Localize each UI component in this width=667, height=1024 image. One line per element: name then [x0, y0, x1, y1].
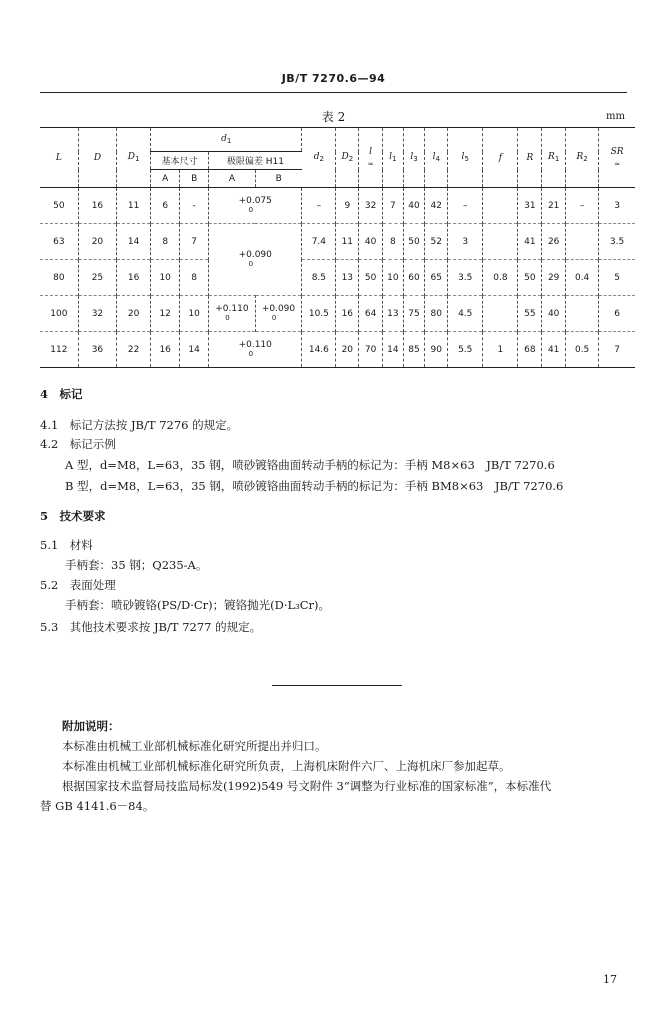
cell: 11 — [336, 224, 359, 260]
cell: 16 — [78, 188, 116, 224]
col-l4: $l_4$ — [425, 128, 448, 188]
notes-line-2: 本标准由机械工业部机械标准化研究所负责，上海机床附件六厂、上海机床厂参加起草。 — [62, 759, 511, 773]
cell: 29 — [542, 260, 566, 296]
clause-5-2-text: 手柄套：喷砂镀铬(PS/D·Cr)；镀铬抛光(D·L₃Cr)。 — [65, 598, 331, 612]
cell: 20 — [336, 332, 359, 368]
cell: 40 — [359, 224, 383, 260]
cell: 16 — [117, 260, 151, 296]
cell: 50 — [40, 188, 78, 224]
cell: 7 — [599, 332, 635, 368]
cell: 7 — [180, 224, 209, 260]
cell — [483, 296, 518, 332]
cell: 60 — [403, 260, 425, 296]
example-type-a: A 型，d=M8，L=63，35 钢，喷砂镀铬曲面转动手柄的标记为：手柄 M8×63 JB/T 7270.6 — [65, 458, 555, 472]
col-l: l $_\approx$ — [359, 128, 383, 188]
cell: 8 — [151, 224, 180, 260]
col-f: f — [483, 128, 518, 188]
cell: 0.5 — [566, 332, 599, 368]
cell: – — [448, 188, 483, 224]
cell: 3 — [614, 200, 620, 211]
notes-line-3: 根据国家技术监督局技监局标发(1992)549 号文附件 3“调整为行业标准的国家标准”，本标准代 — [62, 779, 552, 793]
col-l5: $l_5$ — [448, 128, 483, 188]
cell: 112 — [40, 332, 78, 368]
cell: 3 — [448, 224, 483, 260]
cell: 36 — [78, 332, 116, 368]
col-L: L — [40, 128, 78, 188]
cell — [566, 224, 599, 260]
cell: 25 — [78, 260, 116, 296]
col-SR: SR $_\approx$ — [599, 128, 635, 188]
cell: 1 — [483, 332, 518, 368]
table-row — [40, 224, 635, 260]
cell: 14 — [180, 332, 209, 368]
section-5-heading: 5 技术要求 — [40, 509, 106, 523]
cell: 50 — [359, 260, 383, 296]
col-l3: $l_3$ — [403, 128, 425, 188]
col-basic-B: B — [180, 170, 209, 188]
cell: 14 — [117, 224, 151, 260]
col-D2: $D_2$ — [336, 128, 359, 188]
cell: 7 — [382, 188, 403, 224]
clause-5-1-text: 手柄套：35 钢；Q235-A。 — [65, 558, 208, 572]
cell: 14 — [382, 332, 403, 368]
cell: 31 — [518, 188, 542, 224]
table-row — [40, 260, 635, 296]
cell — [483, 188, 518, 224]
cell: 11 — [117, 188, 151, 224]
cell: 8 — [382, 224, 403, 260]
cell: 85 — [403, 332, 425, 368]
cell: 12 — [151, 296, 180, 332]
cell: - — [180, 188, 209, 224]
col-basic-size: 基本尺寸 — [151, 152, 209, 170]
cell: 8.5 — [302, 260, 336, 296]
section-divider — [272, 685, 402, 686]
cell: 3.5 — [599, 224, 635, 260]
cell: 70 — [359, 332, 383, 368]
cell: 41 — [518, 224, 542, 260]
clause-5-2: 5.2 表面处理 — [40, 578, 116, 592]
cell: 100 — [40, 296, 78, 332]
col-limit-B: B — [255, 170, 302, 188]
table-row — [40, 296, 635, 332]
dimension-table — [40, 127, 635, 368]
cell: 4.5 — [448, 296, 483, 332]
cell: 14.6 — [302, 332, 336, 368]
document-code: JB/T 7270.6—94 — [281, 72, 386, 85]
cell: 75 — [403, 296, 425, 332]
cell: 22 — [117, 332, 151, 368]
cell: 0.8 — [483, 260, 518, 296]
col-R: R — [518, 128, 542, 188]
cell — [566, 296, 599, 332]
clause-5-3: 5.3 其他技术要求按 JB/T 7277 的规定。 — [40, 620, 262, 634]
cell: 80 — [425, 296, 448, 332]
cell: 3.5 — [448, 260, 483, 296]
cell: 8 — [180, 260, 209, 296]
notes-heading: 附加说明： — [62, 719, 120, 733]
cell — [483, 224, 518, 260]
col-limit-deviation: 极限偏差 H11 — [209, 152, 302, 170]
cell: 6 — [599, 296, 635, 332]
example-type-b: B 型，d=M8，L=63，35 钢，喷砂镀铬曲面转动手柄的标记为：手柄 BM8×63 JB/T 7270.6 — [65, 479, 564, 493]
tolerance-cell-B: +0.090 0 — [255, 296, 302, 332]
cell: 21 — [542, 188, 566, 224]
cell: 40 — [542, 296, 566, 332]
cell: 65 — [425, 260, 448, 296]
col-R2: $R_2$ — [566, 128, 599, 188]
clause-4-2: 4.2 标记示例 — [40, 437, 116, 451]
cell: 10 — [382, 260, 403, 296]
cell: 13 — [336, 260, 359, 296]
clause-5-1: 5.1 材料 — [40, 538, 93, 552]
cell: 0.4 — [566, 260, 599, 296]
col-d1: $d_1$ — [151, 128, 302, 152]
cell: 52 — [425, 224, 448, 260]
cell: – — [566, 188, 599, 224]
cell: – — [302, 188, 336, 224]
header-rule — [40, 92, 627, 93]
cell: 80 — [40, 260, 78, 296]
cell: 7.4 — [302, 224, 336, 260]
tolerance-cell: +0.090 0 — [209, 224, 302, 296]
cell: 50 — [518, 260, 542, 296]
tolerance-cell: +0.075 0 — [209, 188, 302, 224]
cell: 9 — [336, 188, 359, 224]
cell: 26 — [542, 224, 566, 260]
cell: 41 — [542, 332, 566, 368]
cell: 16 — [336, 296, 359, 332]
cell: 10 — [180, 296, 209, 332]
cell: 68 — [518, 332, 542, 368]
table-title: 表 2 — [321, 110, 346, 124]
cell: 10 — [151, 260, 180, 296]
cell: 5.5 — [448, 332, 483, 368]
col-R1: $R_1$ — [542, 128, 566, 188]
clause-4-1: 4.1 标记方法按 JB/T 7276 的规定。 — [40, 418, 239, 432]
cell: 55 — [518, 296, 542, 332]
cell: 5 — [599, 260, 635, 296]
col-D1: $D_1$ — [117, 128, 151, 188]
cell: 90 — [425, 332, 448, 368]
table-row — [40, 332, 635, 368]
table-row — [40, 188, 635, 224]
cell: 40 — [403, 188, 425, 224]
cell: 64 — [359, 296, 383, 332]
cell: 10.5 — [302, 296, 336, 332]
cell: 6 — [151, 188, 180, 224]
cell: 63 — [40, 224, 78, 260]
cell: 42 — [425, 188, 448, 224]
tolerance-cell: +0.110 0 — [209, 332, 302, 368]
col-limit-A: A — [209, 170, 256, 188]
cell: 20 — [117, 296, 151, 332]
col-D: D — [78, 128, 116, 188]
notes-line-1: 本标准由机械工业部机械标准化研究所提出并归口。 — [62, 739, 327, 753]
cell: 16 — [151, 332, 180, 368]
cell: 13 — [382, 296, 403, 332]
notes-line-4: 替 GB 4141.6－84。 — [40, 799, 155, 813]
cell: 50 — [403, 224, 425, 260]
col-basic-A: A — [151, 170, 180, 188]
col-l1: $l_1$ — [382, 128, 403, 188]
cell: 32 — [359, 188, 383, 224]
tolerance-cell-A: +0.110 0 — [209, 296, 256, 332]
section-4-heading: 4 标记 — [40, 387, 83, 401]
table-unit: mm — [606, 111, 625, 122]
page-number: 17 — [603, 973, 617, 986]
cell: 20 — [78, 224, 116, 260]
cell: 32 — [78, 296, 116, 332]
col-d2: $d_2$ — [302, 128, 336, 188]
